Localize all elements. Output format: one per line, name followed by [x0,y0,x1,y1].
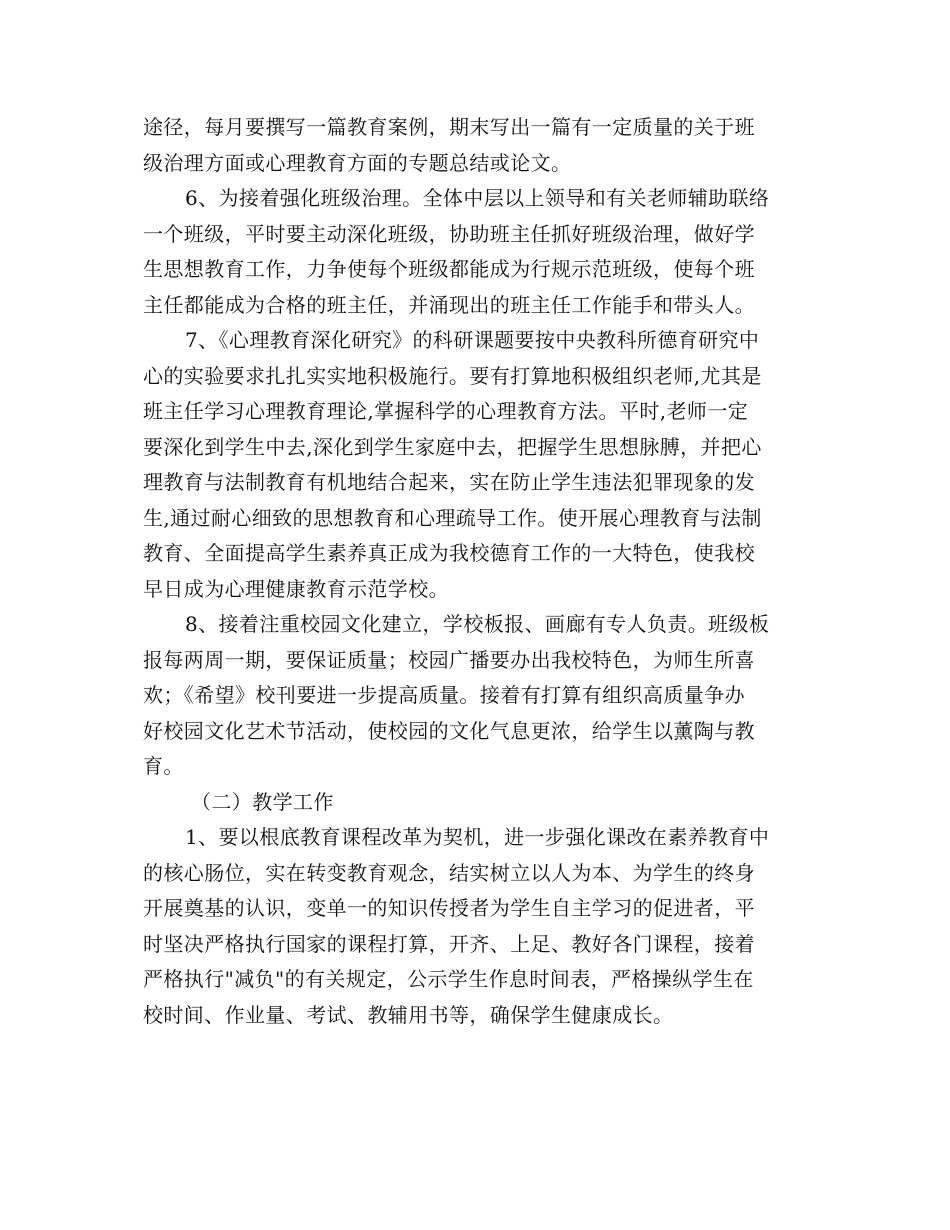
text-line: 7、《心理教育深化研究》的科研课题要按中央教科所德育研究中 [185,328,760,352]
text-line: 教育、全面提高学生素养真正成为我校德育工作的一大特色，使我校 [143,541,755,565]
text-line: 欢；《希望》校刊要进一步提高质量。接着有打算有组织高质量争办 [143,683,745,707]
paragraph-item-6 [143,181,815,323]
text-line: 途径，每月要撰写一篇教育案例，期末写出一篇有一定质量的关于班 [143,115,755,139]
document-body [143,110,815,1033]
text-line: 生思想教育工作，力争使每个班级都能成为行规示范班级，使每个班 [143,257,755,281]
paragraph-teaching-1 [143,820,815,1033]
text-line: 理教育与法制教育有机地结合起来，实在防止学生违法犯罪现象的发 [143,470,755,494]
text-line: 时坚决严格执行国家的课程打算，开齐、上足、教好各门课程，接着 [143,931,755,956]
text-line: 严格执行"减负"的有关规定，公示学生作息时间表，严格操纵学生在 [143,967,754,991]
text-line: 育。 [143,754,184,778]
text-line: 主任都能成为合格的班主任，并涌现出的班主任工作能手和带头人。 [143,292,755,317]
text-line: 1、要以根底教育课程改革为契机，进一步强化课改在素养教育中 [185,825,770,849]
text-line: 生,通过耐心细致的思想教育和心理疏导工作。使开展心理教育与法制 [143,505,762,530]
text-line: 校时间、作业量、考试、教辅用书等，确保学生健康成长。 [143,1002,674,1027]
paragraph-item-8 [143,607,815,785]
section-heading-teaching [143,785,815,821]
text-line: 报每两周一期，要保证质量；校园广播要办出我校特色，为师生所喜 [143,647,755,672]
text-line: 心的实验要求扎扎实实地积极施行。要有打算地积极组织老师,尤其是 [143,363,762,388]
text-line: 好校园文化艺术节活动，使校园的文化气息更浓，给学生以薰陶与教 [143,718,755,743]
text-line: 8、接着注重校园文化建立，学校板报、画廊有专人负责。班级板 [185,612,770,636]
text-line: 班主任学习心理教育理论,掌握科学的心理教育方法。平时,老师一定 [143,399,749,423]
section-heading: （二）教学工作 [191,789,334,814]
paragraph-item-7 [143,323,815,607]
text-line: 一个班级，平时要主动深化班级，协助班主任抓好班级治理，做好学 [143,221,755,246]
text-line: 级治理方面或心理教育方面的专题总结或论文。 [143,150,572,175]
text-line: 6、为接着强化班级治理。全体中层以上领导和有关老师辅助联络 [185,186,770,210]
text-line: 的核心肠位，实在转变教育观念，结实树立以人为本、为学生的终身 [143,860,755,885]
text-line: 早日成为心理健康教育示范学校。 [143,576,449,601]
text-line: 开展奠基的认识，变单一的知识传授者为学生自主学习的促进者，平 [143,896,755,920]
text-line: 要深化到学生中去,深化到学生家庭中去，把握学生思想脉膊，并把心 [143,434,762,459]
paragraph-continuation [143,110,815,181]
